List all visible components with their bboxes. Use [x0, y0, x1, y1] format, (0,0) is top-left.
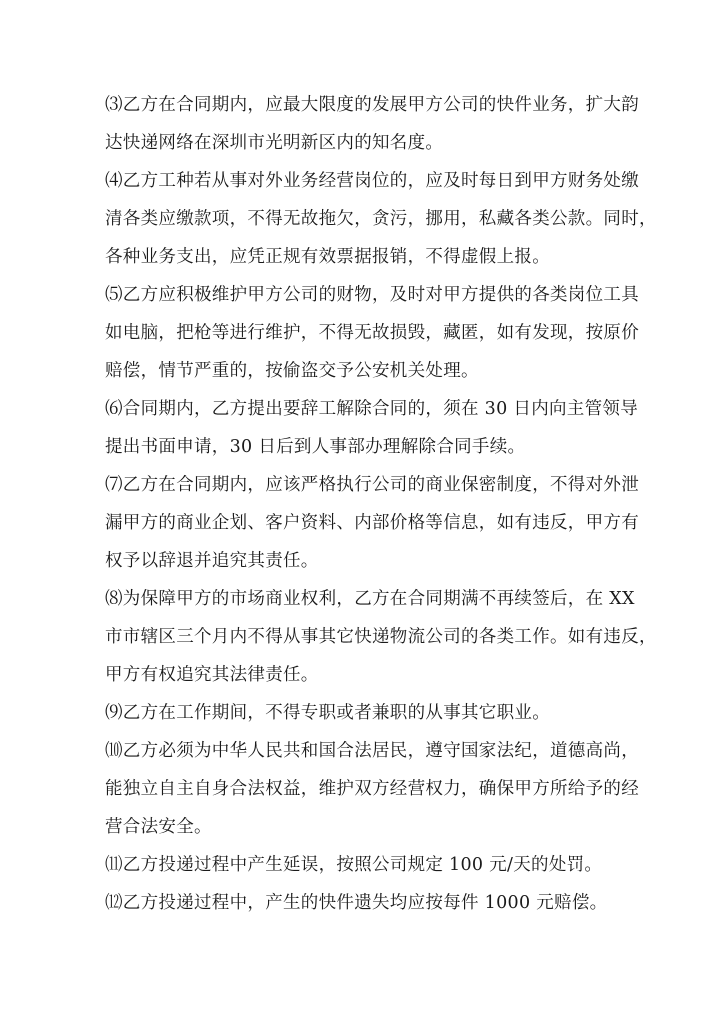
clause-line: ⑼乙方在工作期间，不得专职或者兼职的从事其它职业。: [105, 703, 550, 723]
clause-line: ⑽乙方必须为中华人民共和国合法居民，遵守国家法纪，道德高尚，: [105, 741, 639, 761]
clause-8: [105, 580, 657, 694]
clause-line: ⑸乙方应积极维护甲方公司的财物，及时对甲方提供的各类岗位工具: [105, 285, 639, 305]
clause-line: 权予以辞退并追究其责任。: [105, 551, 319, 571]
clause-line: ⑺乙方在合同期内，应该严格执行公司的商业保密制度，不得对外泄: [105, 475, 639, 495]
clause-5: [105, 276, 639, 390]
clause-12: [105, 884, 625, 922]
clause-line: ⑷乙方工种若从事对外业务经营岗位的，应及时每日到甲方财务处缴: [105, 171, 639, 191]
clause-line: ⑿乙方投递过程中，产生的快件遗失均应按每件 1000 元赔偿。: [105, 893, 608, 913]
clause-3: [105, 86, 639, 162]
clause-line: 甲方有权追究其法律责任。: [105, 665, 319, 685]
clause-line: 如电脑，把枪等进行维护，不得无故损毁，藏匿，如有发现，按原价: [105, 323, 639, 343]
clause-line: ⑻为保障甲方的市场商业权利，乙方在合同期满不再续签后，在 XX: [105, 589, 635, 609]
clause-10: [105, 732, 639, 846]
clause-11: [105, 846, 625, 884]
clause-line: 各种业务支出，应凭正规有效票据报销，不得虚假上报。: [105, 247, 550, 267]
clause-line: 漏甲方的商业企划、客户资料、内部价格等信息，如有违反，甲方有: [105, 513, 639, 533]
clause-7: [105, 466, 639, 580]
contract-clauses: [105, 86, 657, 922]
clause-line: 提出书面申请，30 日后到人事部办理解除合同手续。: [105, 437, 526, 457]
clause-9: [105, 694, 625, 732]
clause-4: [105, 162, 657, 276]
clause-line: 营合法安全。: [105, 817, 212, 837]
clause-line: 能独立自主自身合法权益，维护双方经营权力，确保甲方所给予的经: [105, 779, 639, 799]
clause-line: 达快递网络在深圳市光明新区内的知名度。: [105, 133, 444, 153]
clause-line: ⑾乙方投递过程中产生延误，按照公司规定 100 元/天的处罚。: [105, 855, 603, 875]
clause-line: 市市辖区三个月内不得从事其它快递物流公司的各类工作。如有违反，: [105, 627, 657, 647]
clause-line: 赔偿，情节严重的，按偷盗交予公安机关处理。: [105, 361, 479, 381]
clause-line: 清各类应缴款项，不得无故拖欠，贪污，挪用，私藏各类公款。同时，: [105, 209, 657, 229]
clause-6: [105, 390, 638, 466]
clause-line: ⑹合同期内，乙方提出要辞工解除合同的，须在 30 日内向主管领导: [105, 399, 638, 419]
clause-line: ⑶乙方在合同期内，应最大限度的发展甲方公司的快件业务，扩大韵: [105, 95, 639, 115]
